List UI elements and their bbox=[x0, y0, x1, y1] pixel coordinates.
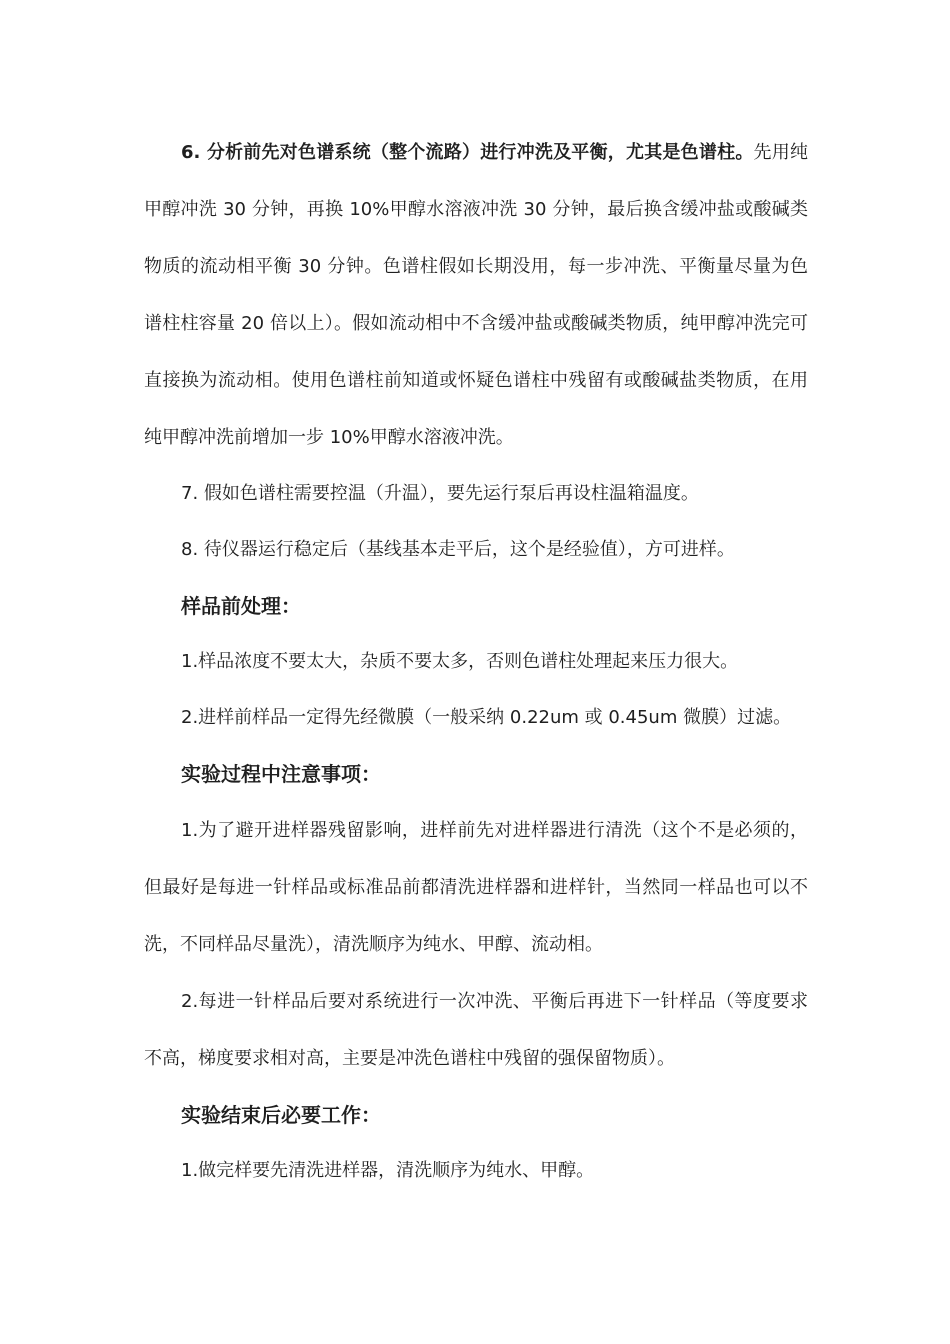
paragraph-step-7: 7. 假如色谱柱需要控温（升温），要先运行泵后再设柱温箱温度。 bbox=[181, 483, 699, 504]
sample-prep-item-2: 2.进样前样品一定得先经微膜（一般采纳 0.22um 或 0.45um 微膜）过滤。 bbox=[181, 707, 792, 728]
during-experiment-item-2: 2.每进一针样品后要对系统进行一次冲洗、平衡后再进下一针样品（等度要求不高，梯度要求相对高，主要是冲洗色谱柱中残留的强保留物质）。 bbox=[144, 991, 808, 1069]
step-6-bold-lead: 6. 分析前先对色谱系统（整个流路）进行冲洗及平衡，尤其是色谱柱。 bbox=[181, 142, 754, 163]
heading-after-experiment: 实验结束后必要工作： bbox=[181, 1103, 381, 1127]
paragraph-step-6 bbox=[144, 124, 808, 466]
heading-during-experiment: 实验过程中注意事项： bbox=[181, 762, 381, 786]
sample-prep-item-1: 1.样品浓度不要太大，杂质不要太多，否则色谱柱处理起来压力很大。 bbox=[181, 651, 739, 672]
during-experiment-item-1: 1.为了避开进样器残留影响，进样前先对进样器进行清洗（这个不是必须的，但最好是每进一针样品或标准品前都清洗进样器和进样针，当然同一样品也可以不洗，不同样品尽量洗），清洗顺序为纯水、甲醇、流动相。 bbox=[144, 820, 808, 955]
after-experiment-item-1: 1.做完样要先清洗进样器，清洗顺序为纯水、甲醇。 bbox=[181, 1160, 595, 1181]
paragraph-step-8: 8. 待仪器运行稳定后（基线基本走平后，这个是经验值），方可进样。 bbox=[181, 539, 735, 560]
heading-sample-prep: 样品前处理： bbox=[181, 594, 301, 618]
step-6-body: 先用纯甲醇冲洗 30 分钟，再换 10%甲醇水溶液冲洗 30 分钟，最后换含缓冲盐或酸碱类物质的流动相平衡 30 分钟。色谱柱假如长期没用，每一步冲洗、平衡量尽量为色谱柱柱容量 20 倍以上）。假如流动相中不含缓冲盐或酸碱类物质，纯甲醇冲洗完可直接换为流动相。使用色谱柱前知道或怀疑色谱柱中残留有或酸碱盐类物质，在用纯甲醇冲洗前增加一步 10%甲醇水溶液冲洗。 bbox=[144, 142, 808, 448]
document-body bbox=[144, 124, 808, 1199]
